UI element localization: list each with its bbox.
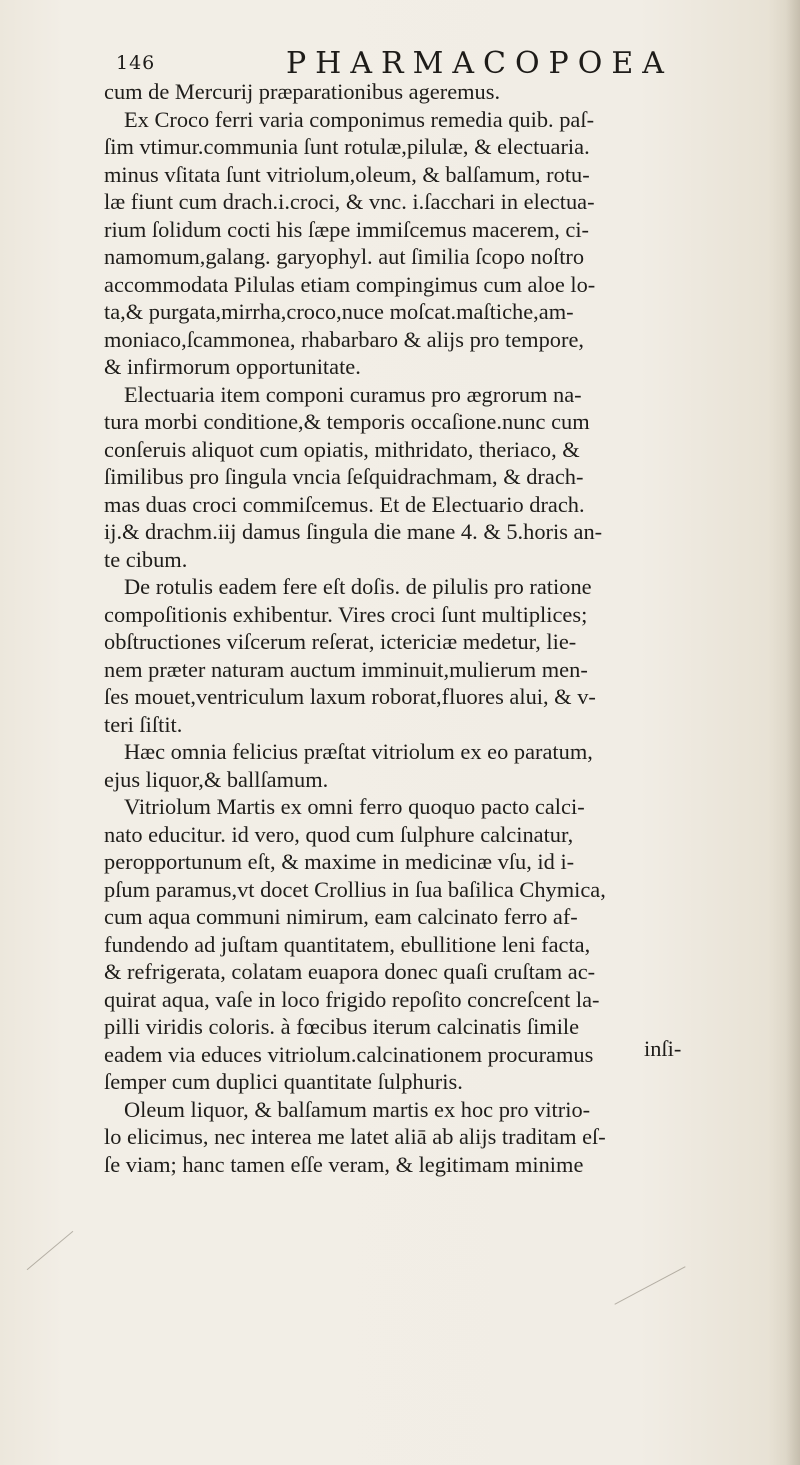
text-line: cum aqua communi nimirum, eam calcinato ferro af-: [104, 904, 578, 929]
paper-scratch: [27, 1231, 74, 1270]
text-line: accommodata Pilulas etiam compingimus cum aloe lo-: [104, 271, 596, 297]
text-line: læ fiunt cum drach.i.croci, & vnc. i.ſacchari in electua-: [104, 189, 595, 214]
text-line: tura morbi conditione,& temporis occaſione.nunc cum: [104, 409, 590, 434]
text-line: fundendo ad juſtam quantitatem, ebullitione leni facta,: [104, 931, 591, 957]
text-line: ta,& purgata,mirrha,croco,nuce moſcat.maſtiche,am-: [104, 299, 574, 324]
text-line: & infirmorum opportunitate.: [104, 354, 361, 379]
text-line: De rotulis eadem fere eſt doſis. de pilulis pro ratione: [124, 574, 592, 599]
text-line: Electuaria item componi curamus pro ægrorum na-: [124, 381, 582, 407]
text-line: compoſitionis exhibentur. Vires croci ſunt multiplices;: [104, 601, 588, 627]
page-edge-shadow: [786, 0, 800, 1465]
text-line: ejus liquor,& ballſamum.: [104, 766, 329, 792]
text-line: eadem via educes vitriolum.calcinationem procuramus: [104, 1041, 594, 1067]
text-line: teri ſiſtit.: [104, 711, 183, 737]
text-line: & refrigerata, colatam euapora donec quaſi cruſtam ac-: [104, 959, 596, 984]
text-line: lo elicimus, nec interea me latet aliā ab alijs traditam eſ-: [104, 1124, 606, 1149]
text-line: moniaco,ſcammonea, rhabarbaro & alijs pro tempore,: [104, 326, 584, 352]
text-line: cum de Mercurij præparationibus ageremus.: [104, 79, 501, 104]
text-line: ſemper cum duplici quantitate ſulphuris.: [104, 1069, 463, 1094]
text-line: te cibum.: [104, 546, 188, 572]
text-line: ſimilibus pro ſingula vncia ſeſquidrachmam, & drach-: [104, 464, 584, 489]
text-line: ſim vtimur.communia ſunt rotulæ,pilulæ, & electuaria.: [104, 134, 590, 159]
text-line: conſeruis aliquot cum opiatis, mithridato, theriaco, &: [104, 436, 580, 462]
text-line: minus vſitata ſunt vitriolum,oleum, & balſamum, rotu-: [104, 161, 590, 187]
text-line: peropportunum eſt, & maxime in medicinæ vſu, id i-: [104, 849, 575, 874]
text-line: Ex Croco ferri varia componimus remedia quib. paſ-: [124, 106, 595, 132]
text-line: rium ſolidum cocti his ſæpe immiſcemus macerem, ci-: [104, 216, 590, 242]
text-line: obſtructiones viſcerum reſerat, ictericiæ medetur, lie-: [104, 629, 577, 654]
text-line: nato educitur. id vero, quod cum ſulphure calcinatur,: [104, 821, 574, 847]
catchword: inſi-: [644, 1036, 682, 1061]
text-line: pſum paramus,vt docet Crollius in ſua baſilica Chymica,: [104, 876, 606, 902]
text-line: namomum,galang. garyophyl. aut ſimilia ſcopo noſtro: [104, 244, 585, 269]
text-line: Hæc omnia felicius præſtat vitriolum ex eo paratum,: [124, 739, 593, 764]
text-line: ij.& drachm.iij damus ſingula die mane 4. & 5.horis an-: [104, 519, 603, 544]
text-line: pilli viridis coloris. à fœcibus iterum calcinatis ſimile: [104, 1014, 580, 1039]
running-title: PHARMACOPOEA: [286, 46, 673, 81]
text-line: Oleum liquor, & balſamum martis ex hoc pro vitrio-: [124, 1096, 591, 1122]
body-text: [104, 78, 764, 1178]
text-line: ſes mouet,ventriculum laxum roborat,fluores alui, & v-: [104, 684, 596, 709]
text-line: nem præter naturam auctum imminuit,mulierum men-: [104, 656, 588, 682]
paper-scratch: [614, 1266, 685, 1304]
text-line: Vitriolum Martis ex omni ferro quoquo pacto calci-: [124, 794, 585, 819]
text-line: ſe viam; hanc tamen eſſe veram, & legitimam minime: [104, 1151, 584, 1177]
text-line: quirat aqua, vaſe in loco frigido repoſito concreſcent la-: [104, 986, 600, 1012]
page-number: 146: [116, 52, 156, 74]
text-line: mas duas croci commiſcemus. Et de Electuario drach.: [104, 491, 585, 517]
